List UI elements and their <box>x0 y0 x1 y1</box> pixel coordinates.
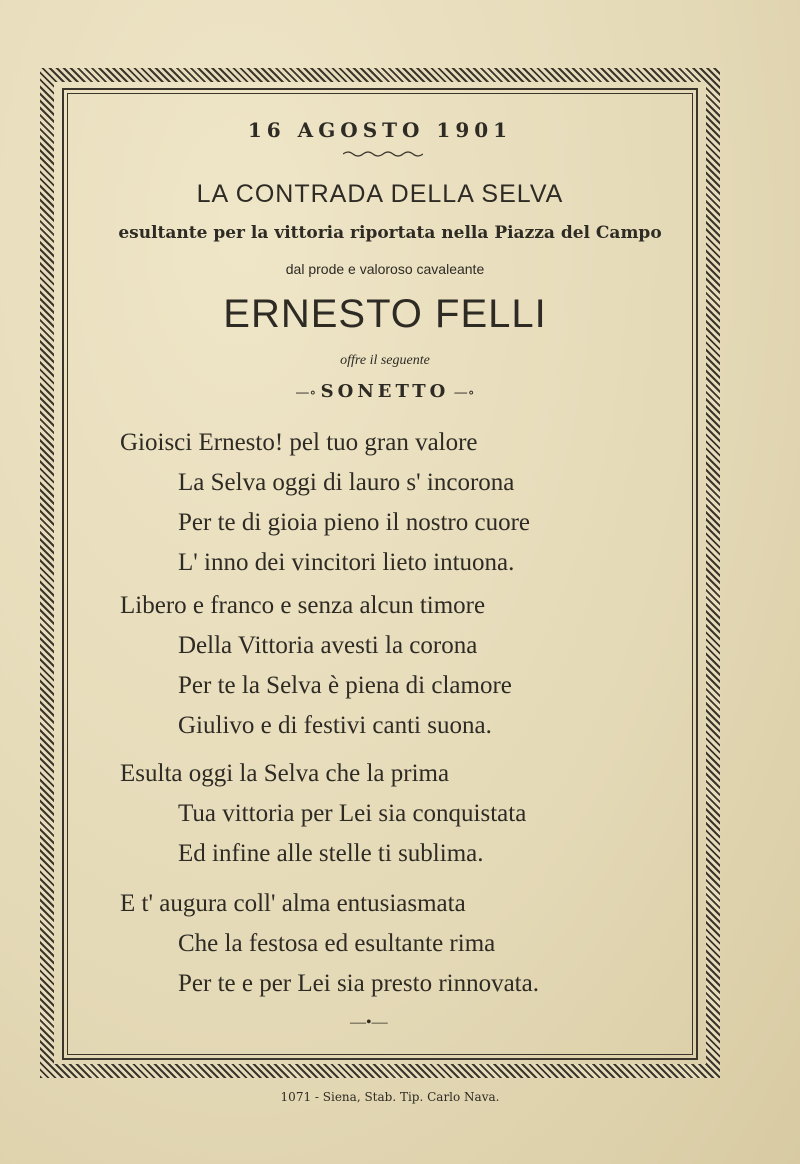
verse-line: Tua vittoria per Lei sia conquistata <box>178 800 527 827</box>
left-dash-ornament: —∘ <box>295 385 321 401</box>
verse-line: Che la festosa ed esultante rima <box>178 930 496 957</box>
verse-line: Per te la Selva è piena di clamore <box>178 672 512 699</box>
verse-line: Per te e per Lei sia presto rinnovata. <box>178 970 539 997</box>
contrada-title: LA CONTRADA DELLA SELVA <box>196 180 564 208</box>
stanza-1 <box>120 423 530 583</box>
stanza-4 <box>120 884 539 1004</box>
stanza-2 <box>120 586 512 746</box>
printer-imprint: 1071 - Siena, Stab. Tip. Carlo Nava. <box>280 1090 500 1104</box>
squiggle-rule <box>343 150 423 158</box>
verse-line: Ed infine alle stelle ti sublima. <box>178 840 484 867</box>
verse-line: E t' augura coll' alma entusiasmata <box>120 890 466 917</box>
verse-line: Per te di gioia pieno il nostro cuore <box>178 509 531 536</box>
dal-prode-line: dal prode e valoroso cavaleante <box>285 261 485 277</box>
closing-ornament: —•— <box>350 1014 388 1031</box>
date-heading: 16 AGOSTO 1901 <box>247 118 513 142</box>
esultante-subtitle: esultante per la vittoria riportata nella Piazza del Campo <box>118 223 662 243</box>
verse-line: Della Vittoria avesti la corona <box>178 632 478 659</box>
verse-line: Gioisci Ernesto! pel tuo gran valore <box>120 429 478 456</box>
offre-line: offre il seguente <box>340 353 430 368</box>
verse-line: L' inno dei vincitori lieto intuona. <box>178 549 515 576</box>
verse-line: Esulta oggi la Selva che la prima <box>120 760 450 787</box>
verse-line: La Selva oggi di lauro s' incorona <box>178 469 515 496</box>
sonetto-label: SONETTO <box>320 381 450 402</box>
right-dash-ornament: —∘ <box>449 385 475 401</box>
rider-name: ERNESTO FELLI <box>223 292 547 336</box>
verse-line: Giulivo e di festivi canti suona. <box>178 712 492 739</box>
sonetto-heading <box>0 381 770 402</box>
verse-line: Libero e franco e senza alcun timore <box>120 592 486 619</box>
stanza-3 <box>120 754 526 874</box>
